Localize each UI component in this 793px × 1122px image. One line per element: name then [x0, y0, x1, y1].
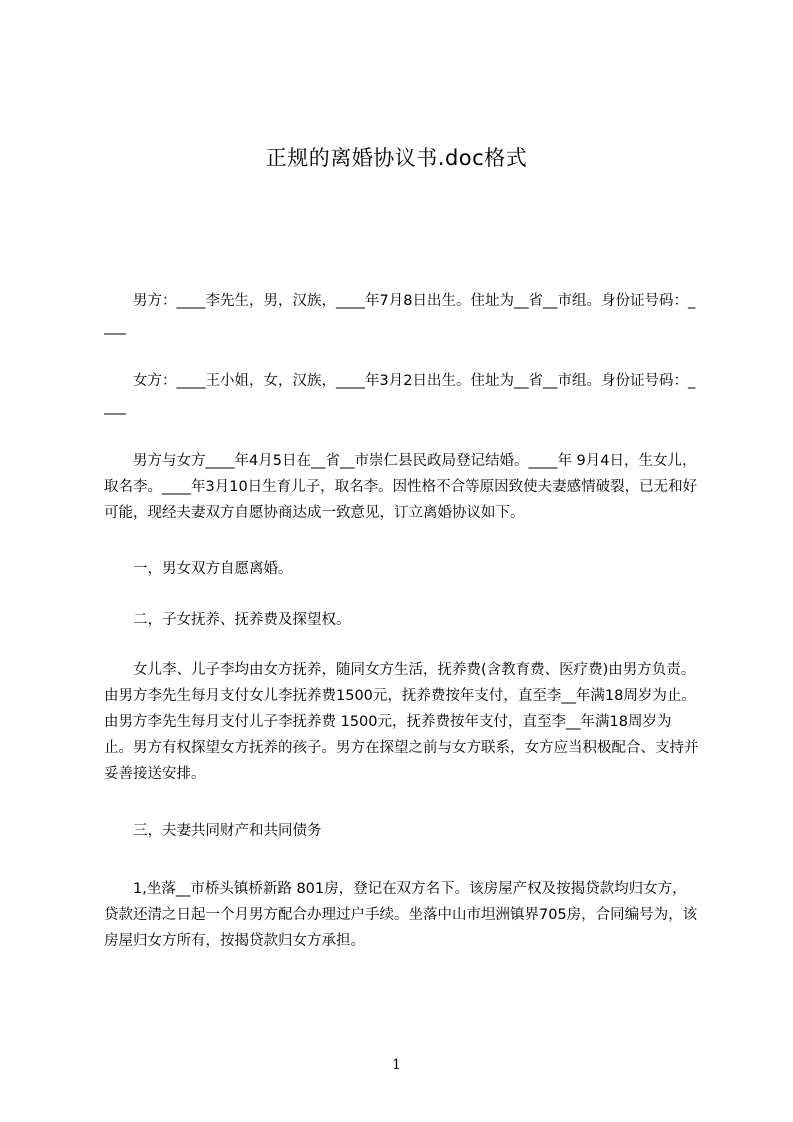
section-heading-1: 一，男女双方自愿离婚。	[133, 561, 293, 577]
page-number: 1	[392, 1057, 401, 1073]
paragraph-marriage-info: 男方与女方____年4月5日在__省__市崇仁县民政局登记结婚。____年 9月4日，生女儿，取名李。____年3月10日生育儿子，取名李。因性格不合等原因致使夫妻感情破裂，已无和好可能，现经夫妻双方自愿协商达成一致意见，订立离婚协议如下。	[104, 453, 698, 521]
paragraph-wife-info: 女方：____王小姐，女，汉族，____年3月2日出生。住址为__省__市组。身份证号码：____	[104, 373, 696, 415]
section-heading-3: 三，夫妻共同财产和共同债务	[133, 823, 322, 839]
paragraph-child-custody: 女儿李、儿子李均由女方抚养，随同女方生活，抚养费(含教育费、医疗费)由男方负责。由男方李先生每月支付女儿李抚养费1500元，抚养费按年支付，直至李__年满18周岁为止。由男方李先生每月支付儿子李抚养费 1500元，抚养费按年支付，直至李__年满18周岁为止。男方有权探望女方抚养的孩子。男方在探望之前与女方联系，女方应当积极配合、支持并妥善接送安排。	[104, 662, 699, 782]
section-heading-2: 二，子女抚养、抚养费及探望权。	[133, 612, 351, 628]
paragraph-property: 1,坐落__市桥头镇桥新路 801房，登记在双方名下。该房屋产权及按揭贷款均归女方，贷款还清之日起一个月男方配合办理过户手续。坐落中山市坦洲镇界705房，合同编号为，该房屋归女方所有，按揭贷款归女方承担。	[104, 881, 698, 949]
paragraph-husband-info: 男方：____李先生，男，汉族，____年7月8日出生。住址为__省__市组。身份证号码：____	[104, 293, 696, 335]
document-title: 正规的离婚协议书.doc格式	[265, 146, 528, 170]
